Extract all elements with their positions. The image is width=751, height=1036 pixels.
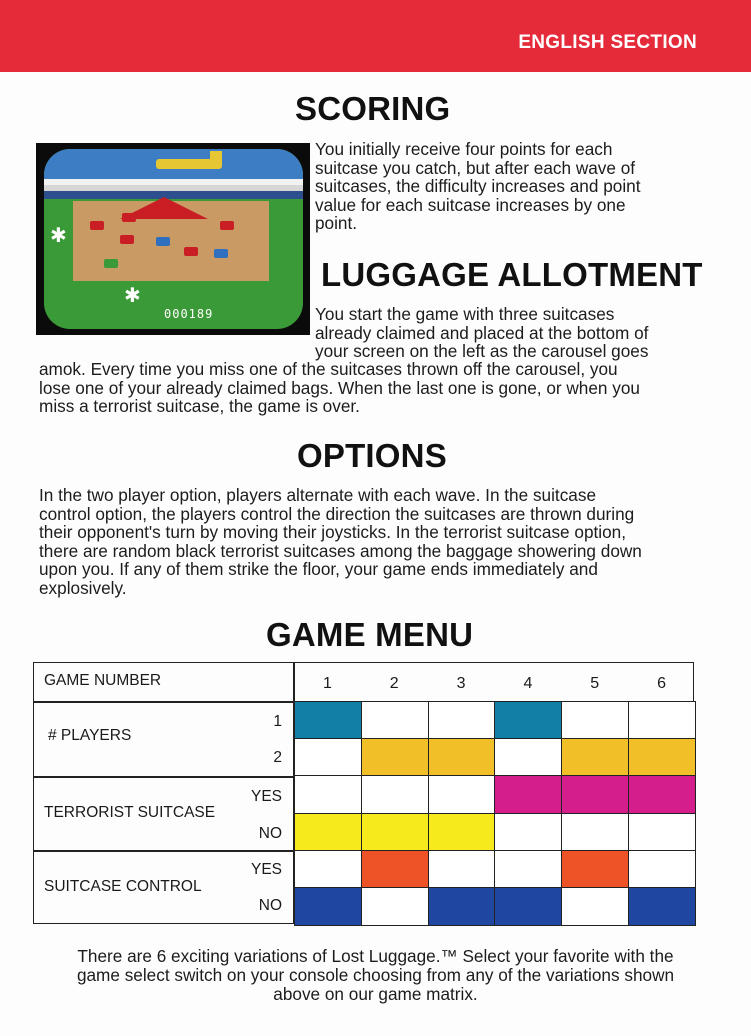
header-banner xyxy=(0,0,751,72)
option-label: 2 xyxy=(273,749,282,766)
suitcase-icon xyxy=(122,213,136,222)
menu-cell xyxy=(361,887,429,926)
game-number-5: 5 xyxy=(590,675,600,692)
terrorist-suitcase-label: TERRORIST SUITCASE xyxy=(44,804,216,821)
game-number-label: GAME NUMBER xyxy=(44,672,162,689)
menu-cell xyxy=(628,701,696,740)
suitcase-icon xyxy=(184,247,198,256)
option-label: NO xyxy=(258,897,282,914)
menu-cell xyxy=(628,850,696,889)
menu-cell xyxy=(628,887,696,926)
score-readout: 000189 xyxy=(164,307,214,321)
option-label: NO xyxy=(258,825,282,842)
game-number-6: 6 xyxy=(657,675,667,692)
menu-cell xyxy=(294,813,362,852)
menu-cell xyxy=(628,775,696,814)
luggage-heading: LUGGAGE ALLOTMENT xyxy=(321,256,703,293)
menu-cell xyxy=(494,813,562,852)
menu-cell xyxy=(561,850,629,889)
menu-cell xyxy=(561,738,629,777)
game-screen xyxy=(44,149,303,329)
player-icon: ✱ xyxy=(124,285,141,307)
menu-cell xyxy=(494,701,562,740)
game-number-3: 3 xyxy=(456,675,466,692)
options-paragraph: In the two player option, players alternate with each wave. In the suitcase control option, the players control the direction the suitcases are thrown during their opponent's turn by moving their joysticks. In the terrorist suitcase option, there are random black terrorist suitcases among the baggage showering down upon you. If any of them strike the floor, your game ends immediately and explosively. xyxy=(39,485,642,598)
menu-cell xyxy=(494,887,562,926)
claimed-bags-icon: ✱ xyxy=(50,225,67,247)
game-menu-table xyxy=(33,662,694,924)
menu-cell xyxy=(361,813,429,852)
game-number-2: 2 xyxy=(389,675,399,692)
menu-cell xyxy=(494,850,562,889)
suitcase-icon xyxy=(104,259,118,268)
menu-cell xyxy=(628,813,696,852)
game-screenshot xyxy=(36,143,310,335)
game-number-4: 4 xyxy=(523,675,533,692)
menu-cell xyxy=(428,701,496,740)
airplane-tail-icon xyxy=(210,151,222,163)
options-heading: OPTIONS xyxy=(297,437,447,474)
luggage-paragraph-bottom: amok. Every time you miss one of the suitcases thrown off the carousel, you lose one of your already claimed bags. When the last one is gone, or when you miss a terrorist suitcase, the game is over. xyxy=(39,359,640,417)
menu-cell xyxy=(494,775,562,814)
menu-cell xyxy=(561,775,629,814)
menu-cell xyxy=(361,850,429,889)
players-label: # PLAYERS xyxy=(48,727,132,744)
game-menu-heading: GAME MENU xyxy=(266,616,474,653)
suitcase-icon xyxy=(214,249,228,258)
menu-cell xyxy=(294,887,362,926)
menu-cell xyxy=(428,775,496,814)
menu-cell xyxy=(628,738,696,777)
suitcase-icon xyxy=(220,221,234,230)
option-label: 1 xyxy=(273,713,282,730)
menu-cell xyxy=(494,738,562,777)
menu-cell xyxy=(561,701,629,740)
menu-cell xyxy=(561,887,629,926)
option-label: YES xyxy=(250,861,282,878)
game-number-1: 1 xyxy=(322,675,332,692)
menu-cell xyxy=(428,813,496,852)
scoring-heading: SCORING xyxy=(295,90,451,127)
section-label: ENGLISH SECTION xyxy=(518,32,697,53)
menu-cell xyxy=(361,775,429,814)
menu-cell xyxy=(294,775,362,814)
menu-cell xyxy=(428,850,496,889)
footer-paragraph: There are 6 exciting variations of Lost Luggage.™ Select your favorite with the game select switch on your console choosing from any of the variations shown above on our game matrix. xyxy=(76,946,675,1004)
menu-cell xyxy=(428,887,496,926)
menu-cell xyxy=(428,738,496,777)
suitcase-icon xyxy=(90,221,104,230)
option-label: YES xyxy=(250,788,282,805)
suitcase-icon xyxy=(156,237,170,246)
menu-cell xyxy=(294,701,362,740)
scoring-paragraph: You initially receive four points for each suitcase you catch, but after each wave of suitcases, the difficulty increases and point value for each suitcase increases by one point. xyxy=(315,139,641,234)
menu-cell xyxy=(561,813,629,852)
menu-cell xyxy=(361,738,429,777)
luggage-paragraph-top: You start the game with three suitcases already claimed and placed at the bottom of your screen on the left as the carousel goes xyxy=(315,304,649,362)
suitcase-icon xyxy=(120,235,134,244)
suitcase-control-label: SUITCASE CONTROL xyxy=(44,878,202,895)
menu-cell xyxy=(294,738,362,777)
menu-cell xyxy=(294,850,362,889)
menu-cell xyxy=(361,701,429,740)
